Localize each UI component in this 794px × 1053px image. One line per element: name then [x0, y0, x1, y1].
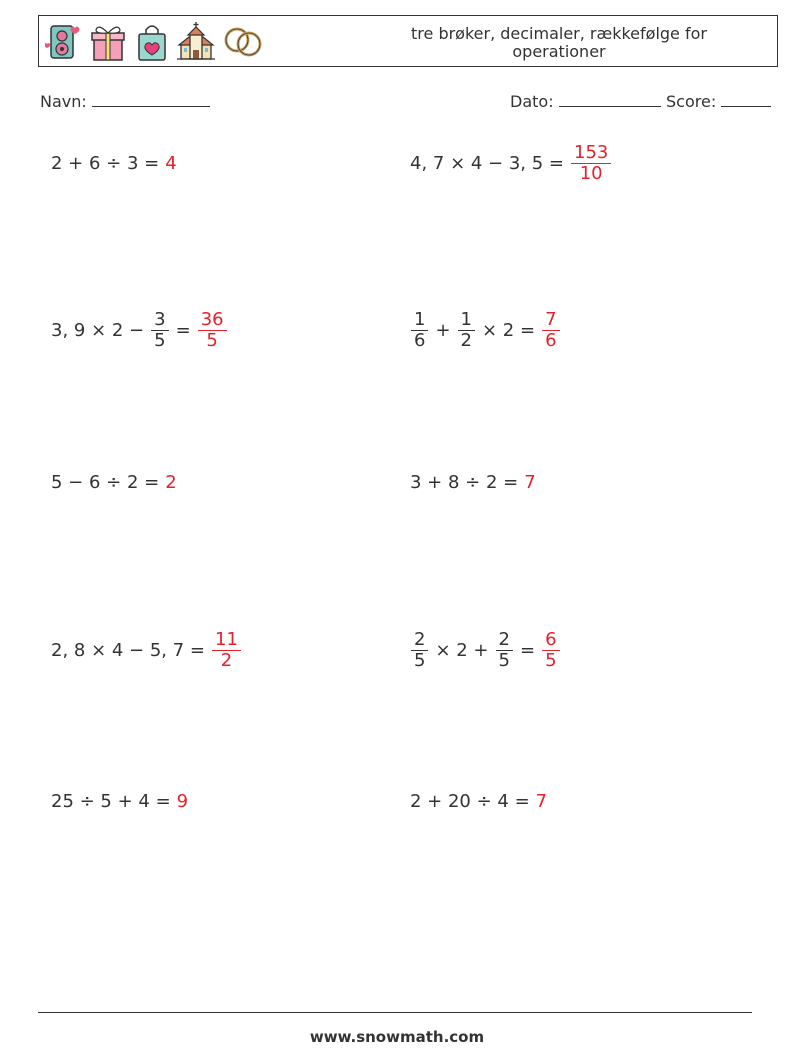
name-label: Navn:	[40, 92, 87, 111]
numerator: 2	[498, 628, 510, 650]
answer-fraction	[212, 630, 241, 671]
problem-10	[407, 779, 550, 823]
denominator: 2	[460, 329, 472, 351]
expression-text: 3, 9 × 2 −	[51, 319, 145, 341]
denominator: 5	[154, 329, 166, 351]
church-icon	[177, 22, 215, 62]
numerator: 1	[460, 308, 472, 330]
problem-9	[48, 779, 191, 823]
answer: 2	[165, 471, 177, 493]
header-icons	[45, 20, 265, 64]
name-field[interactable]	[40, 92, 210, 111]
denominator: 5	[545, 649, 557, 671]
denominator: 6	[414, 329, 426, 351]
denominator: 10	[579, 162, 603, 184]
numerator: 2	[414, 628, 426, 650]
date-label: Dato:	[510, 92, 554, 111]
numerator: 153	[574, 141, 609, 163]
rings-icon	[221, 22, 265, 62]
expression-text: 2, 8 × 4 − 5, 7 =	[51, 639, 206, 661]
denominator: 5	[206, 329, 218, 351]
gift-icon	[89, 22, 127, 62]
fraction	[411, 630, 428, 671]
fraction	[411, 310, 428, 351]
numerator: 11	[215, 628, 238, 650]
answer-fraction	[542, 630, 559, 671]
answer: 4	[165, 152, 177, 174]
problem-8	[407, 628, 564, 672]
denominator: 6	[545, 329, 557, 351]
worksheet-header	[38, 15, 778, 67]
footer-url: www.snowmath.com	[309, 1028, 485, 1046]
problem-4	[407, 308, 564, 352]
answer: 7	[535, 790, 548, 812]
expression-text: 3 + 8 ÷ 2 =	[410, 471, 519, 493]
fraction	[496, 630, 513, 671]
fraction	[151, 310, 168, 351]
answer: 7	[524, 471, 536, 493]
denominator: 2	[220, 649, 233, 671]
expression-text: × 2 +	[435, 639, 489, 661]
expression-text: 4, 7 × 4 − 3, 5 =	[410, 152, 565, 174]
problem-5	[48, 460, 180, 504]
problem-2	[407, 141, 615, 185]
denominator: 5	[414, 649, 426, 671]
expression-text: 2 + 6 ÷ 3 =	[51, 152, 160, 174]
score-field[interactable]	[666, 92, 771, 111]
fraction	[458, 310, 475, 351]
numerator: 7	[545, 308, 557, 330]
date-field[interactable]	[510, 92, 661, 111]
answer: 9	[176, 790, 189, 812]
expression-text: 5 − 6 ÷ 2 =	[51, 471, 160, 493]
problem-1	[48, 141, 180, 185]
name-blank[interactable]	[92, 92, 210, 107]
problem-3	[48, 308, 231, 352]
numerator: 6	[545, 628, 557, 650]
expression-text: +	[435, 319, 451, 341]
numerator: 3	[154, 308, 166, 330]
date-blank[interactable]	[559, 92, 661, 107]
expression-text: =	[175, 319, 191, 341]
score-label: Score:	[666, 92, 717, 111]
worksheet-title: tre brøker, decimaler, rækkefølge for operationer	[411, 24, 707, 61]
numerator: 36	[200, 308, 224, 330]
answer-fraction	[571, 143, 611, 184]
problem-6	[407, 460, 539, 504]
numerator: 1	[414, 308, 426, 330]
problem-7	[48, 628, 245, 672]
expression-text: × 2 =	[482, 319, 536, 341]
expression-text: 2 + 20 ÷ 4 =	[410, 790, 530, 812]
answer-fraction	[198, 310, 227, 351]
expression-text: =	[519, 639, 536, 661]
answer-fraction	[542, 310, 559, 351]
expression-text: 25 ÷ 5 + 4 =	[51, 790, 171, 812]
footer-divider	[38, 1012, 752, 1013]
score-blank[interactable]	[721, 92, 771, 107]
shopping-bag-heart-icon	[133, 22, 171, 62]
denominator: 5	[498, 649, 510, 671]
speaker-icon	[45, 22, 83, 62]
